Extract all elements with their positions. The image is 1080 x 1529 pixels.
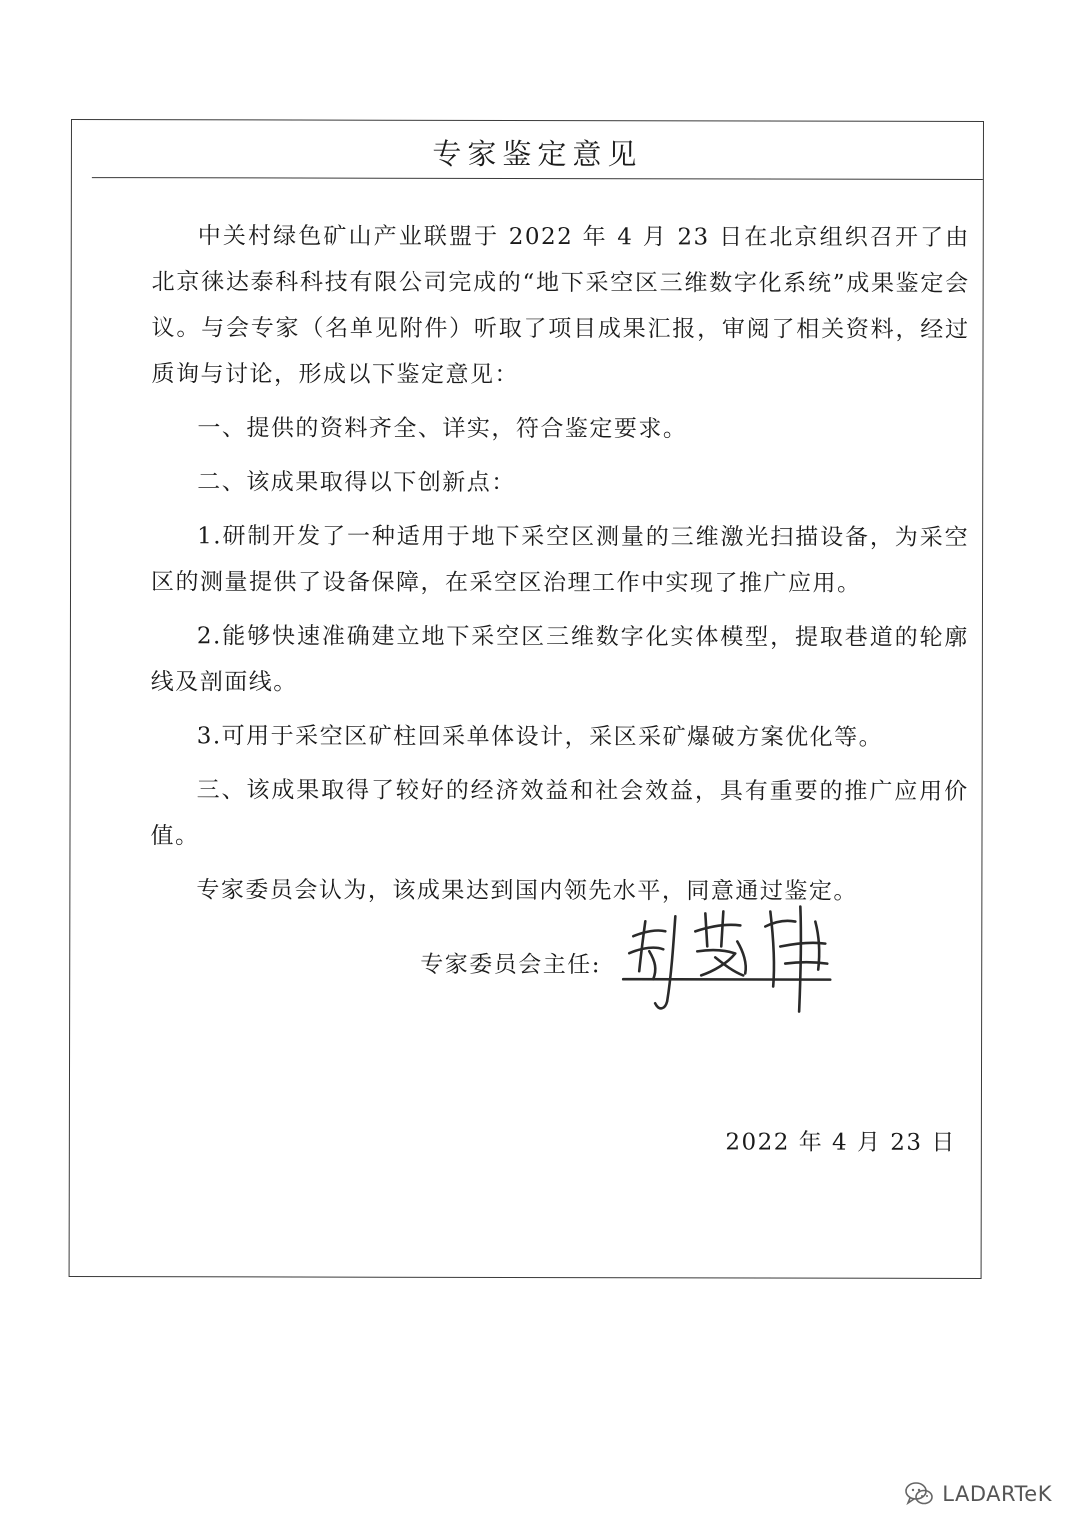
- innovation-point-3: 3.可用于采空区矿柱回采单体设计，采区采矿爆破方案优化等。: [196, 723, 884, 751]
- innovation-point-1: 1.研制开发了一种适用于地下采空区测量的三维激光扫描设备，为采空区的测量提供了设备保障，在采空区治理工作中实现了推广应用。: [151, 523, 970, 597]
- watermark-text: LADARTeK: [942, 1482, 1052, 1506]
- opinion-item-3: 三、该成果取得了较好的经济效益和社会效益，具有重要的推广应用价值。: [150, 777, 969, 850]
- watermark: [904, 1481, 1052, 1507]
- intro-paragraph: 中关村绿色矿山产业联盟于 2022 年 4 月 23 日在北京组织召开了由北京徕达泰科科技有限公司完成的“地下采空区三维数字化系统”成果鉴定会议。与会专家（名单见附件）听取了项目成果汇报，审阅了相关资料，经过质询与讨论，形成以下鉴定意见：: [151, 223, 970, 388]
- opinion-item-2: 二、该成果取得以下创新点：: [197, 469, 516, 496]
- innovation-point-2: 2.能够快速准确建立地下采空区三维数字化实体模型，提取巷道的轮廓线及剖面线。: [150, 623, 969, 696]
- title-row: [92, 120, 983, 180]
- signing-date: 2022 年 4 月 23 日: [725, 1129, 956, 1156]
- document-title: 专家鉴定意见: [432, 136, 643, 172]
- committee-conclusion: 专家委员会认为，该成果达到国内领先水平，同意通过鉴定。: [196, 877, 858, 905]
- wechat-icon: [904, 1481, 934, 1507]
- handwritten-signature: [615, 891, 855, 1032]
- signature-label: 专家委员会主任:: [420, 951, 602, 979]
- opinion-item-1: 一、提供的资料齐全、详实，符合鉴定要求。: [197, 415, 688, 443]
- opinion-frame: [69, 119, 984, 1279]
- opinion-body: [150, 213, 969, 923]
